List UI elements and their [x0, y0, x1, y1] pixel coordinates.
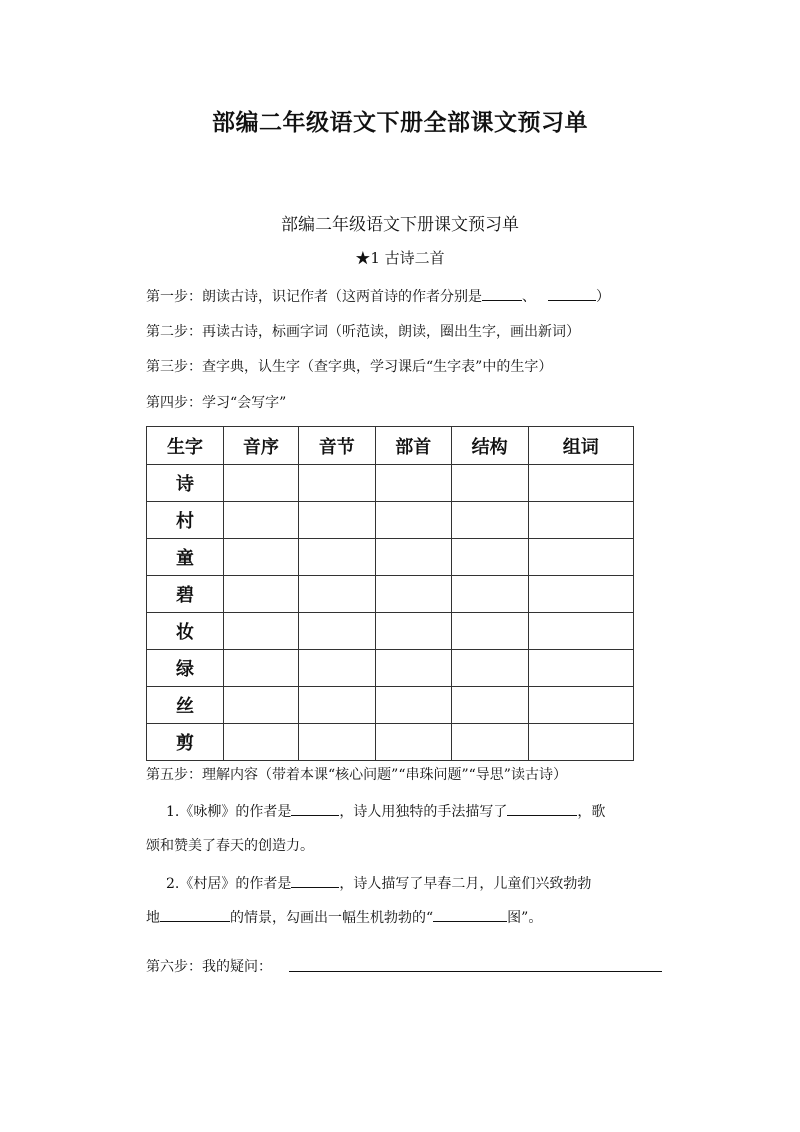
radical-cell[interactable] [375, 465, 451, 502]
radical-cell[interactable] [375, 687, 451, 724]
radical-cell[interactable] [375, 576, 451, 613]
question-2-line-2 [146, 907, 542, 927]
initial-cell[interactable] [223, 650, 298, 687]
question-1-line-1 [166, 801, 605, 821]
q2-author-blank[interactable] [291, 873, 339, 888]
structure-cell[interactable] [451, 687, 528, 724]
radical-cell[interactable] [375, 539, 451, 576]
page-title: 部编二年级语文下册全部课文预习单 [212, 110, 588, 136]
radical-cell[interactable] [375, 724, 451, 761]
syllable-cell[interactable] [298, 576, 375, 613]
question-2-line-1 [166, 873, 591, 893]
q1-author-blank[interactable] [291, 801, 339, 816]
initial-cell[interactable] [223, 539, 298, 576]
words-cell[interactable] [528, 539, 633, 576]
character-cell: 妆 [147, 613, 224, 650]
structure-cell[interactable] [451, 502, 528, 539]
structure-cell[interactable] [451, 539, 528, 576]
character-cell: 诗 [147, 465, 224, 502]
step-1-separator: 、 [522, 289, 536, 305]
syllable-cell[interactable] [298, 687, 375, 724]
initial-cell[interactable] [223, 724, 298, 761]
table-row [147, 539, 634, 576]
step-5-line: 第五步：理解内容（带着本课“核心问题”“串珠问题”“导思”读古诗） [146, 767, 567, 783]
header-words: 组词 [528, 427, 633, 465]
words-cell[interactable] [528, 613, 633, 650]
character-cell: 绿 [147, 650, 224, 687]
initial-cell[interactable] [223, 613, 298, 650]
character-cell: 村 [147, 502, 224, 539]
words-cell[interactable] [528, 650, 633, 687]
header-character: 生字 [147, 427, 224, 465]
q2-line2-mid: 的情景，勾画出一幅生机勃勃的“ [230, 910, 434, 926]
radical-cell[interactable] [375, 613, 451, 650]
step-1-close: ） [596, 289, 610, 305]
header-radical: 部首 [375, 427, 451, 465]
radical-cell[interactable] [375, 650, 451, 687]
header-structure: 结构 [451, 427, 528, 465]
character-cell: 剪 [147, 724, 224, 761]
character-cell: 碧 [147, 576, 224, 613]
table-row [147, 724, 634, 761]
radical-cell[interactable] [375, 502, 451, 539]
structure-cell[interactable] [451, 465, 528, 502]
character-cell: 童 [147, 539, 224, 576]
words-cell[interactable] [528, 687, 633, 724]
step-2-line: 第二步：再读古诗，标画字词（听范读，朗读，圈出生字，画出新词） [146, 324, 580, 340]
step-1-line [146, 286, 610, 306]
author-blank-2[interactable] [548, 286, 596, 301]
step-6-line: 第六步：我的疑问： [146, 959, 272, 975]
words-cell[interactable] [528, 724, 633, 761]
structure-cell[interactable] [451, 724, 528, 761]
lesson-title: ★1 古诗二首 [355, 249, 445, 267]
syllable-cell[interactable] [298, 465, 375, 502]
structure-cell[interactable] [451, 650, 528, 687]
syllable-cell[interactable] [298, 724, 375, 761]
q2-line2-end: 图”。 [507, 910, 543, 926]
words-cell[interactable] [528, 502, 633, 539]
q1-object-blank[interactable] [507, 801, 577, 816]
initial-cell[interactable] [223, 687, 298, 724]
table-row [147, 650, 634, 687]
words-cell[interactable] [528, 576, 633, 613]
q2-part2: ，诗人描写了早春二月，儿童们兴致勃勃 [339, 876, 592, 892]
table-row [147, 502, 634, 539]
table-header-row [147, 427, 634, 465]
header-initial: 音序 [223, 427, 298, 465]
syllable-cell[interactable] [298, 539, 375, 576]
character-cell: 丝 [147, 687, 224, 724]
step-4-line: 第四步：学习“会写字” [146, 395, 287, 411]
character-table [146, 426, 634, 761]
q1-part1: 1.《咏柳》的作者是 [166, 804, 292, 820]
q1-part3: ，歌 [577, 804, 606, 820]
header-syllable: 音节 [298, 427, 375, 465]
initial-cell[interactable] [223, 502, 298, 539]
worksheet-subtitle: 部编二年级语文下册课文预习单 [281, 215, 519, 235]
table-row [147, 613, 634, 650]
syllable-cell[interactable] [298, 650, 375, 687]
table-row [147, 576, 634, 613]
author-blank-1[interactable] [482, 286, 522, 301]
step-3-line: 第三步：查字典，认生字（查字典，学习课后“生字表”中的生字） [146, 359, 553, 375]
q1-part2: ，诗人用独特的手法描写了 [339, 804, 508, 820]
initial-cell[interactable] [223, 576, 298, 613]
syllable-cell[interactable] [298, 613, 375, 650]
q2-part1: 2.《村居》的作者是 [166, 876, 292, 892]
q2-scene-blank[interactable] [160, 907, 230, 922]
question-1-line-2: 颂和赞美了春天的创造力。 [146, 838, 314, 854]
q2-line2-start: 地 [146, 910, 160, 926]
structure-cell[interactable] [451, 613, 528, 650]
table-row [147, 687, 634, 724]
initial-cell[interactable] [223, 465, 298, 502]
words-cell[interactable] [528, 465, 633, 502]
step-1-text: 第一步：朗读古诗，识记作者（这两首诗的作者分别是 [146, 289, 482, 305]
question-answer-line[interactable] [289, 971, 662, 972]
syllable-cell[interactable] [298, 502, 375, 539]
q2-picture-blank[interactable] [433, 907, 507, 922]
structure-cell[interactable] [451, 576, 528, 613]
table-row [147, 465, 634, 502]
